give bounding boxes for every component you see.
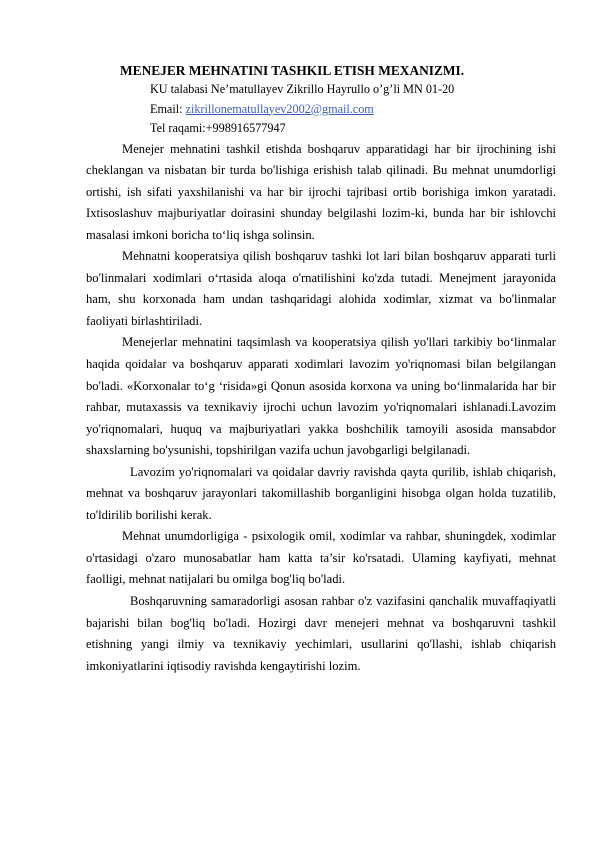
phone-line: Tel raqami:+998916577947 [150,121,286,135]
email-link[interactable]: zikrillonematullayev2002@gmail.com [185,101,374,116]
body-paragraph-4: Lavozim yo'riqnomalari va qoidalar davriy ravishda qayta qurilib, ishlab chiqarish, mehnat va boshqaruv jarayonlari takomillashib borganligini hisobga olgan holda tuzatilib, to'ldirilib borilishi kerak. [86,464,556,522]
body-paragraph-3: Menejerlar mehnatini taqsimlash va kooperatsiya qilish yo'llari tarkibiy bo‘linmalar haqida qoidalar va boshqaruv apparati xodimlari lavozim yo'riqnomasi bilan belgilangan bo'ladi. «Korxonalar to‘g ‘risida»gi Qonun asosida korxona va uning bo‘linmalarida har bir rahbar, mutaxassis va texnikaviy ijrochi uchun lavozim yo'riqnomalari ishlanadi.Lavozim yo'riqnomalari, huquq va majburiyatlari yakka boshchilik tamoyili asosida mansabdor shaxslarning bo'ysunishi, topshirilgan vazifa uchun javobgarligi belgilanadi. [86,335,556,458]
document-title: MENEJER MEHNATINI TASHKIL ETISH MEXANIZMI. [120,63,465,78]
body-paragraph-1: Menejer mehnatini tashkil etishda boshqaruv apparatidagi har bir ijrochining ishi cheklangan va nisbatan bir turda bo'lishiga erishish talab qilinadi. Bu mehnat unumdorligi ortishi, ish sifati yaxshilanishi va har bir ijrochi tajribasi ortib borishiga imkon yaratadi. Ixtisoslashuv majburiyatlar doirasini shunday belgilashi lozim-ki, bunda har bir ishlovchi masalasi imkoni boricha to‘liq ishga solinsin. [86,141,556,242]
email-label: Email: [150,101,186,116]
body-paragraph-2: Mehnatni kooperatsiya qilish boshqaruv tashki lot lari bilan boshqaruv apparati turli bo'linmalari xodimlari o‘rtasida aloqa o'rnatilishini ko'zda tutadi. Menejment jarayonida ham, shu korxonada ham undan tashqaridagi alohida xodimlar, xizmat va bo'linmalar faoliyati birlashtiriladi. [86,249,556,328]
email-line [150,100,556,120]
document-page [86,62,556,677]
body-paragraph-6: Boshqaruvning samaradorligi asosan rahbar o'z vazifasini qanchalik muvaffaqiyatli bajarishi bilan bog'liq bo'ladi. Hozirgi davr menejeri mehnat va boshqaruvni tashkil etishning yangi ilmiy va texnikaviy yechimlari, usullarini qo'llashi, ishlab chiqarish imkoniyatlarini iqtisodiy ravishda kengaytirishi lozim. [86,593,556,673]
author-line: KU talabasi Ne’matullayev Zikrillo Hayrullo o’g’li MN 01-20 [150,82,455,96]
body-paragraph-5: Mehnat unumdorligiga - psixologik omil, xodimlar va rahbar, shuningdek, xodimlar o'rtasidagi o'zaro munosabatlar ham katta ta’sir ko'rsatadi. Ulaming kayfiyati, mehnat faolligi, mehnat natijalari bu omilga bog'liq bo'ladi. [86,529,556,587]
